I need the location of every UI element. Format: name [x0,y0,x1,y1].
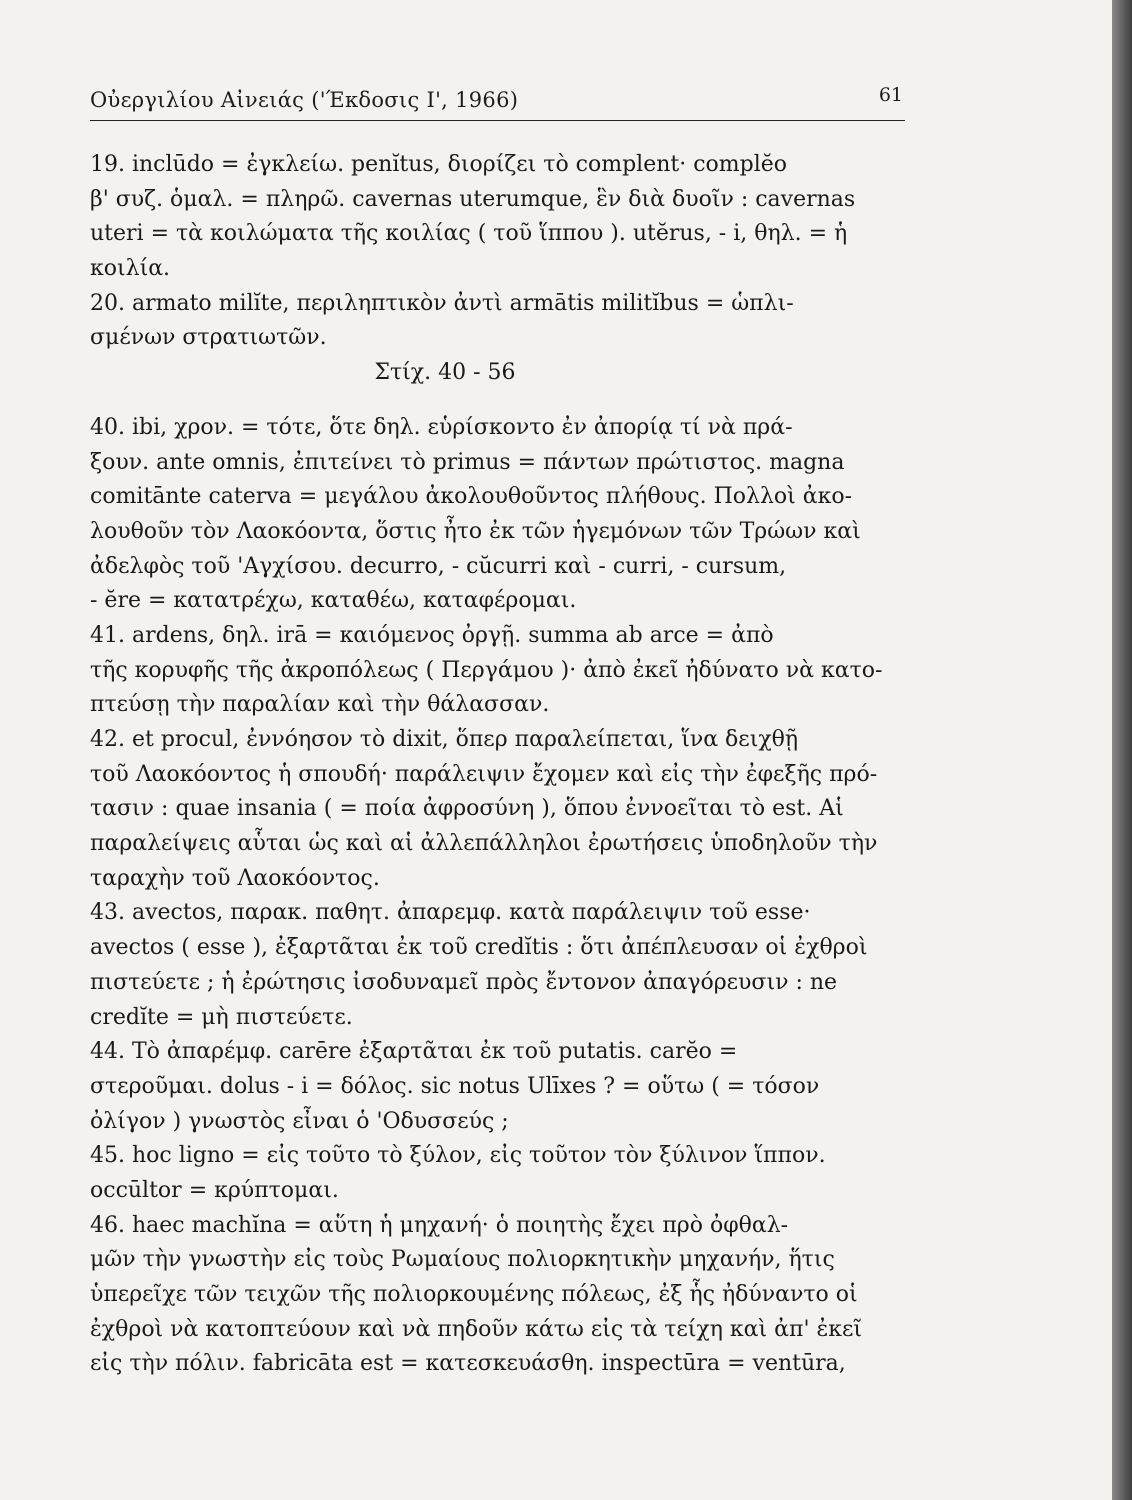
text-line: ἀδελφὸς τοῦ 'Αγχίσου. decurro, - cŭcurri καὶ - curri, - cursum, [90,553,787,579]
text-line: 19. inclūdo = ἐγκλείω. penĭtus, διορίζει τὸ complent· complĕo [90,152,788,177]
text-line: uteri = τὰ κοιλώματα τῆς κοιλίας ( τοῦ ἵππου ). utĕrus, - i, θηλ. = ἡ [90,221,848,247]
text-line: εἰς τὴν πόλιν. fabricāta est = κατεσκευάσθη. inspectūra = ventūra, [90,1351,846,1377]
text-line: σμένων στρατιωτῶν. [90,325,327,351]
text-line: credĭte = μὴ πιστεύετε. [90,1004,353,1030]
text-line: τασιν : quae insania ( = ποία ἀφροσύνη ), ὅπου ἐννοεῖται τὸ est. Αἱ [90,796,844,822]
text-line: ὀλίγον ) γνωστὸς εἶναι ὁ 'Οδυσσεύς ; [90,1108,509,1134]
text-line: τῆς κορυφῆς τῆς ἀκροπόλεως ( Περγάμου )· ἀπὸ ἐκεῖ ἠδύνατο νὰ κατο- [90,657,883,683]
page-edge-shadow [1112,0,1132,1500]
text-line: παραλείψεις αὗται ὡς καὶ αἱ ἀλλεπάλληλοι ἐρωτήσεις ὑποδηλοῦν τὴν [90,831,878,857]
text-line: comitānte caterva = μεγάλου ἀκολουθοῦντος πλήθους. Πολλοὶ ἀκο- [90,484,853,510]
text-line: 20. armato milĭte, περιληπτικὸν ἀντὶ armātis militĭbus = ὡπλι- [90,290,794,316]
text-line: μῶν τὴν γνωστὴν εἰς τοὺς Ρωμαίους πολιορκητικὴν μηχανήν, ἥτις [90,1247,835,1273]
text-line: πιστεύετε ; ἡ ἐρώτησις ἰσοδυναμεῖ πρὸς ἔντονον ἀπαγόρευσιν : ne [90,969,838,995]
text-line: ξουν. ante omnis, ἐπιτείνει τὸ primus = πάντων πρώτιστος. magna [90,449,845,475]
page-number: 61 [878,84,903,106]
text-line: κοιλία. [90,256,171,282]
text-line: avectos ( esse ), ἐξαρτᾶται ἐκ τοῦ credĭtis : ὅτι ἀπέπλευσαν οἱ ἐχθροὶ [90,935,868,961]
text-line: λουθοῦν τὸν Λαοκόοντα, ὅστις ἦτο ἐκ τῶν ἡγεμόνων τῶν Τρώων καὶ [90,518,861,544]
section-gap [90,391,920,411]
text-line: ὑπερεῖχε τῶν τειχῶν τῆς πολιορκουμένης πόλεως, ἐξ ἧς ἠδύναντο οἱ [90,1282,858,1307]
text-line: 45. hoc ligno = εἰς τοῦτο τὸ ξύλον, εἰς τοῦτον τὸν ξύλινον ἵππον. [90,1143,826,1169]
text-line: ἐχθροὶ νὰ κατοπτεύουν καὶ νὰ πηδοῦν κάτω εἰς τὰ τείχη καὶ ἀπ' ἐκεῖ [90,1316,863,1342]
commentary-text [90,148,920,1382]
text-line: 40. ibi, χρον. = τότε, ὅτε δηλ. εὑρίσκοντο ἐν ἀπορίᾳ τί νὰ πρά- [90,414,793,440]
text-line: 42. et procul, ἐννόησον τὸ dixit, ὅπερ παραλείπεται, ἵνα δειχθῇ [90,727,799,752]
text-line: - ĕre = κατατρέχω, καταθέω, καταφέρομαι. [90,588,577,614]
text-line: 44. Τὸ ἀπαρέμφ. carēre ἐξαρτᾶται ἐκ τοῦ putatis. carĕo = [90,1039,738,1065]
section-title: Στίχ. 40 - 56 [374,360,516,386]
text-line: 46. haec machĭna = αὕτη ἡ μηχανή· ὁ ποιητὴς ἔχει πρὸ ὀφθαλ- [90,1212,789,1238]
page-header [90,86,905,121]
text-line: 41. ardens, δηλ. irā = καιόμενος ὀργῇ. summa ab arce = ἀπὸ [90,622,774,648]
text-line: στεροῦμαι. dolus - i = δόλος. sic notus Ulīxes ? = οὕτω ( = τόσον [90,1073,820,1099]
text-line: occūltor = κρύπτομαι. [90,1177,339,1203]
text-line: πτεύσῃ τὴν παραλίαν καὶ τὴν θάλασσαν. [90,692,550,718]
text-line: τοῦ Λαοκόοντος ἡ σπουδή· παράλειψιν ἔχομεν καὶ εἰς τὴν ἐφεξῆς πρό- [90,761,878,787]
text-line: ταραχὴν τοῦ Λαοκόοντος. [90,865,380,891]
text-line: 43. avectos, παρακ. παθητ. ἀπαρεμφ. κατὰ παράλειψιν τοῦ esse· [90,900,811,926]
text-line: β' συζ. ὁμαλ. = πληρῶ. cavernas uterumque, ἓν διὰ δυοῖν : cavernas [90,186,856,212]
running-head: Οὐεργιλίου Αἰνειάς ('Έκδοσις Ι', 1966) [90,88,519,112]
